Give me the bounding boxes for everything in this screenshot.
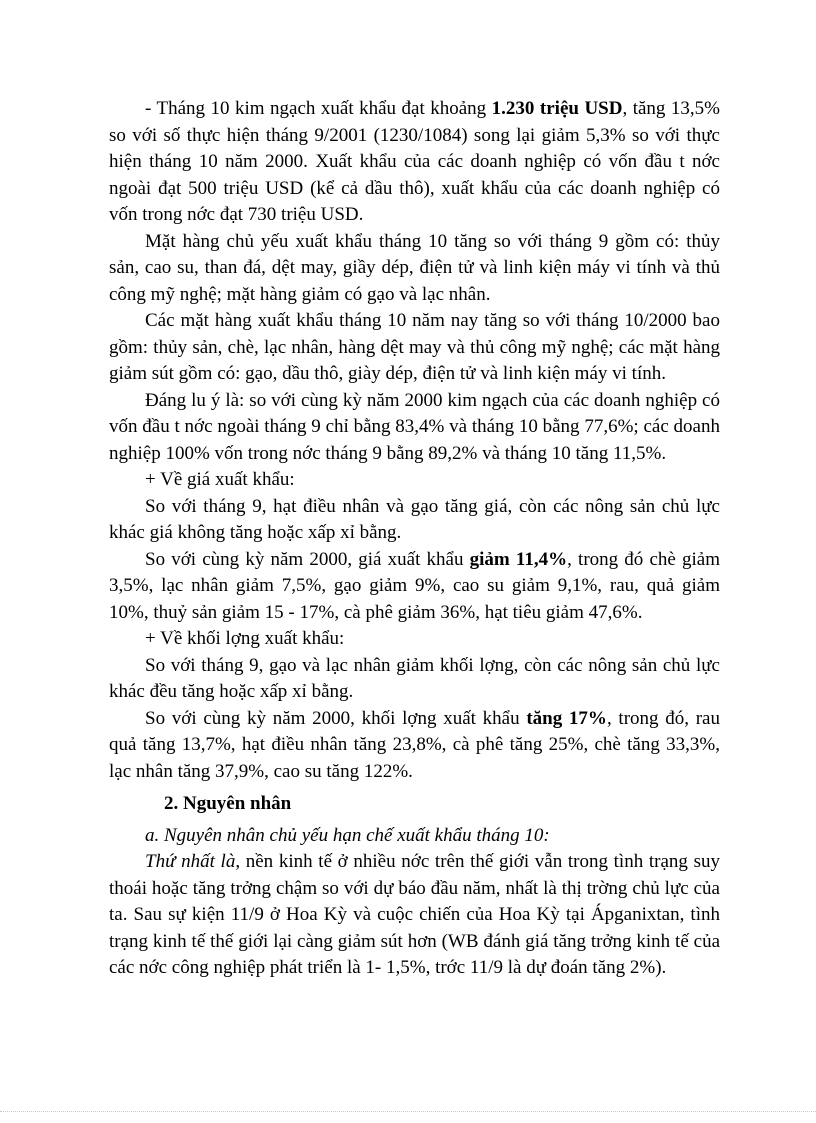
text-run: , trong đó chè giảm 3,5%, lạc nhân giảm 7,5%, gạo giảm 9%, cao su giảm 9,1%, rau, quả giảm 10%, thuỷ sản giảm 15 - 17%, cà phê giảm 36%, hạt tiêu giảm 47,6%. (109, 548, 720, 623)
document-body (109, 96, 720, 982)
text-run: , trong đó, rau quả tăng 13,7%, hạt điều nhân tăng 23,8%, cà phê tăng 25%, chè tăng 33,3%, lạc nhân tăng 37,9%, cao su tăng 122%. (109, 707, 720, 782)
bold-figure-price-decrease: giảm 11,4% (469, 548, 568, 570)
paragraph-price-vs-month-9: So với tháng 9, hạt điều nhân và gạo tăng giá, còn các nông sản chủ lực khác giá không tăng hoặc xấp xỉ bằng. (109, 495, 720, 543)
italic-lead: Thứ nhất là (145, 851, 236, 872)
paragraph-volume-vs-month-9: So với tháng 9, gạo và lạc nhân giảm khối lợng, còn các nông sản chủ lực khác đều tăng hoặc xấp xỉ bằng. (109, 654, 720, 702)
paragraph-volume-vs-2000 (109, 706, 720, 786)
text-run: , tăng 13,5% so với số thực hiện tháng 9/2001 (1230/1084) song lại giảm 5,3% so với thực hiện tháng 10 năm 2000. Xuất khẩu của các doanh nghiệp có vốn đầu t nớc ngoài đạt 500 triệu USD (kể cả dầu thô), xuất khẩu của các doanh nghiệp có vốn trong nớc đạt 730 triệu USD. (109, 98, 720, 225)
subheading: a. Nguyên nhân chủ yếu hạn chế xuất khẩu tháng 10: (145, 824, 550, 846)
paragraph-first-reason (109, 849, 720, 982)
paragraph-price-vs-2000 (109, 547, 720, 627)
paragraph-export-items-vs-2000: Các mặt hàng xuất khẩu tháng 10 năm nay tăng so với tháng 10/2000 bao gồm: thủy sản, chè, lạc nhân, hàng dệt may và thủ công mỹ nghệ; các mặt hàng giảm sút gồm có: gạo, dầu thô, giày dép, điện tử và linh kiện máy vi tính. (109, 310, 720, 384)
section-heading: 2. Nguyên nhân (164, 793, 292, 814)
paragraph-main-export-items: Mặt hàng chủ yếu xuất khẩu tháng 10 tăng so với tháng 9 gồm có: thủy sản, cao su, than đá, dệt may, giầy dép, điện tử và linh kiện máy vi tính và thủ công mỹ nghệ; mặt hàng giảm có gạo và lạc nhân. (109, 230, 720, 305)
text-run: So với cùng kỳ năm 2000, giá xuất khẩu (145, 548, 470, 570)
bold-figure-volume-increase: tăng 17% (526, 707, 607, 729)
paragraph-export-turnover (109, 96, 720, 229)
text-run: So với cùng kỳ năm 2000, khối lợng xuất khẩu (145, 707, 527, 729)
bullet-export-volume: + Về khối lợng xuất khẩu: (145, 628, 345, 649)
page-bottom-rule (0, 1111, 816, 1112)
bold-figure-1230-million-usd: 1.230 triệu USD (491, 98, 623, 119)
paragraph-noteworthy: Đáng lu ý là: so với cùng kỳ năm 2000 kim ngạch của các doanh nghiệp có vốn đầu t nớc ngoài tháng 9 chỉ bằng 83,4% và tháng 10 bằng 77,6%; các doanh nghiệp 100% vốn trong nớc tháng 9 bằng 89,2% và tháng 10 tăng 11,5%. (109, 389, 720, 464)
text-run: - Tháng 10 kim ngạch xuất khẩu đạt khoảng (145, 98, 492, 119)
text-run: , nền kinh tế ở nhiều nớc trên thế giới vẫn trong tình trạng suy thoái hoặc tăng trởng chậm so với dự báo đầu năm, nhất là thị trờng chủ lực của ta. Sau sự kiện 11/9 ở Hoa Kỳ và cuộc chiến của Hoa Kỳ tại Ápganixtan, tình trạng kinh tế thế giới lại càng giảm sút hơn (WB đánh giá tăng trởng kinh tế của các nớc công nghiệp phát triển là 1- 1,5%, trớc 11/9 là dự đoán tăng 2%). (109, 851, 720, 978)
bullet-export-price: + Về giá xuất khẩu: (145, 469, 295, 490)
